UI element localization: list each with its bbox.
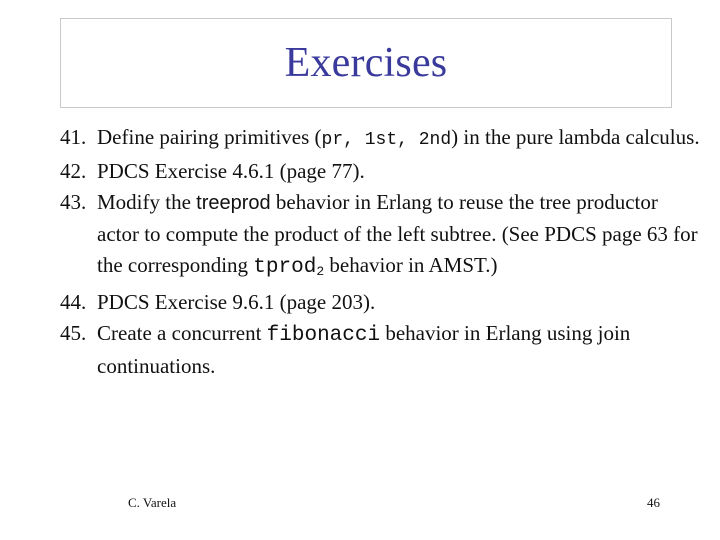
exercise-item-44	[60, 287, 700, 318]
exercise-text-after: behavior in Erlang using join continuations.	[97, 321, 631, 378]
exercise-number: 43.	[60, 190, 87, 214]
exercise-text: PDCS Exercise 9.6.1 (page 203).	[97, 290, 376, 314]
code-treeprod: treeprod	[196, 192, 271, 214]
exercise-text-after: behavior in AMST.)	[324, 253, 498, 277]
title-box	[60, 18, 672, 108]
code-pairing-primitives: pr, 1st, 2nd	[321, 130, 452, 150]
exercise-number: 42.	[60, 159, 87, 183]
footer-page-number: 46	[647, 495, 660, 510]
footer-author: C. Varela	[128, 495, 177, 510]
exercise-text-before: Modify the	[97, 190, 197, 214]
code-tprod: tprod	[253, 256, 317, 279]
exercise-text-before: Create a concurrent	[97, 321, 267, 345]
exercise-text: PDCS Exercise 4.6.1 (page 77).	[97, 159, 365, 183]
exercise-item-42	[60, 156, 700, 187]
exercise-text-middle: behavior in Erlang to reuse the tree productor actor to compute the product of the left subtree. (See PDCS page 63 for the corresponding	[97, 190, 698, 277]
exercise-list	[60, 122, 700, 382]
exercise-text-before: Define pairing primitives (	[97, 125, 322, 149]
exercise-text	[97, 187, 700, 287]
exercise-number: 44.	[60, 290, 87, 314]
exercise-number: 41.	[60, 125, 87, 149]
exercise-text-after: ) in the pure lambda calculus.	[451, 125, 700, 149]
code-fibonacci: fibonacci	[266, 324, 381, 347]
exercise-text	[97, 318, 700, 382]
exercise-number: 45.	[60, 321, 87, 345]
code-tprod-subscript: 2	[316, 264, 325, 279]
exercise-text	[97, 122, 700, 156]
exercise-item-43	[60, 187, 700, 287]
exercise-item-45	[60, 318, 700, 382]
slide-title: Exercises	[284, 40, 448, 86]
exercise-item-41	[60, 122, 700, 156]
